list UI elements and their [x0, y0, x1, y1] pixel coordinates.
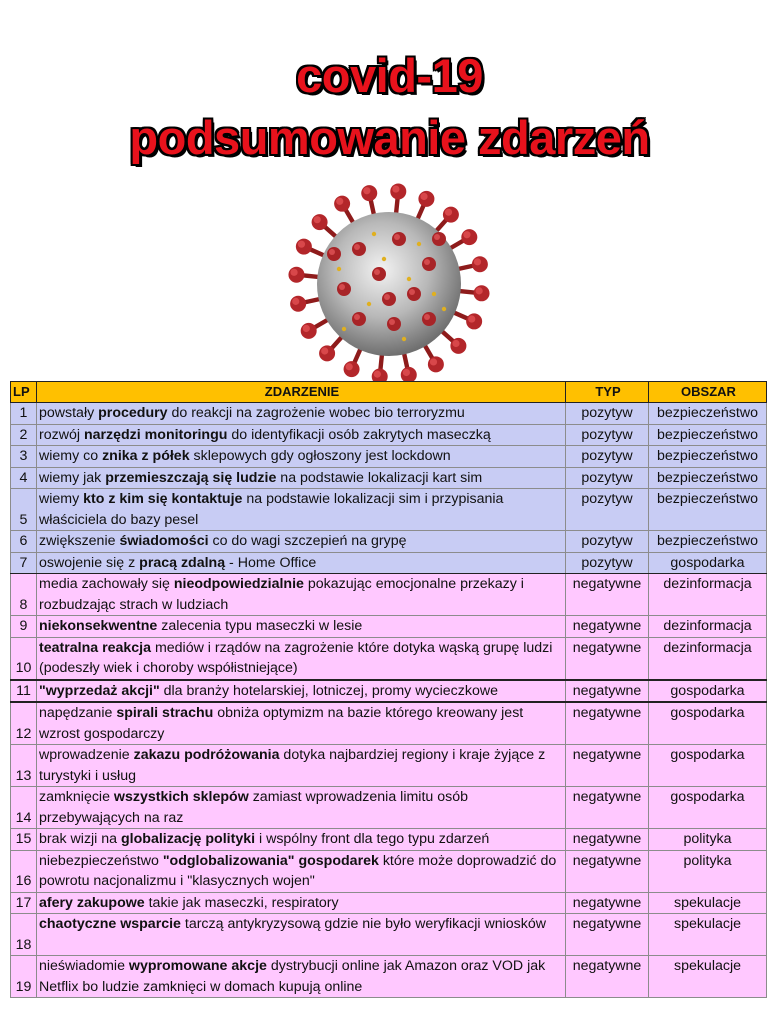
event-type: pozytyw: [566, 531, 649, 553]
event-keyword: narzędzi monitoringu: [83, 426, 228, 443]
event-text: - Home Office: [225, 554, 317, 571]
event-text: zalecenia typu maseczki w lesie: [157, 618, 363, 634]
event-description: [37, 787, 566, 829]
event-area: spekulacje: [649, 956, 767, 998]
event-text: dla branży hotelarskiej, lotniczej, promy wycieczkowe: [159, 682, 498, 699]
event-type: pozytyw: [566, 424, 649, 446]
table-row: [11, 403, 767, 425]
event-keyword: świadomości: [119, 533, 209, 549]
event-text: na podstawie lokalizacji kart sim: [276, 469, 483, 486]
event-description: [37, 892, 566, 914]
row-number: 16: [11, 850, 37, 892]
event-description: [37, 914, 566, 956]
event-keyword: pracą zdalną: [139, 554, 226, 571]
event-area: dezinformacja: [649, 616, 767, 638]
event-text: do reakcji na zagrożenie wobec bio terroryzmu: [167, 405, 465, 421]
event-description: [37, 403, 566, 425]
table-row: [11, 956, 767, 998]
row-number: 10: [11, 637, 37, 680]
table-row: [11, 829, 767, 851]
event-text: brak wizji na: [39, 831, 122, 847]
event-type: negatywne: [566, 637, 649, 680]
event-type: negatywne: [566, 616, 649, 638]
event-text: wiemy jak: [39, 469, 106, 486]
event-text: co do wagi szczepień na grypę: [208, 533, 407, 549]
table-row: [11, 914, 767, 956]
event-description: [37, 616, 566, 638]
table-header-row: [11, 382, 767, 403]
event-keyword: znika z półek: [102, 448, 190, 464]
event-keyword: "odglobalizowania" gospodarek: [162, 852, 379, 869]
row-number: 14: [11, 787, 37, 829]
row-number: 6: [11, 531, 37, 553]
title-line-1: covid-19: [296, 49, 483, 102]
event-type: negatywne: [566, 914, 649, 956]
event-text: obniża optymizm na bazie którego kreowany jest wzrost gospodarczy: [39, 705, 524, 742]
event-text: mediów i rządów na zagrożenie które dotyka wąską grupę ludzi (podeszły wiek i choroby współistniejące): [39, 639, 553, 676]
event-text: które może doprowadzić do powrotu nacjonalizmu i "klasycznych wojen": [39, 852, 557, 889]
event-area: bezpieczeństwo: [649, 467, 767, 489]
event-type: pozytyw: [566, 446, 649, 468]
event-type: negatywne: [566, 787, 649, 829]
event-type: negatywne: [566, 956, 649, 998]
event-text: napędzanie: [39, 705, 117, 721]
event-type: pozytyw: [566, 552, 649, 574]
table-row: [11, 680, 767, 703]
table-row: [11, 745, 767, 787]
event-text: tarczą antykryzysową gdzie nie było weryfikacji wniosków: [180, 916, 547, 932]
table-row: [11, 787, 767, 829]
event-text: oswojenie się z: [39, 554, 140, 571]
row-number: 11: [11, 680, 37, 703]
event-description: [37, 829, 566, 851]
table-row: [11, 467, 767, 489]
table-row: [11, 531, 767, 553]
event-keyword: chaotyczne wsparcie: [39, 916, 181, 932]
event-description: [37, 574, 566, 616]
row-number: 8: [11, 574, 37, 616]
event-type: negatywne: [566, 829, 649, 851]
event-text: wiemy co: [39, 448, 103, 464]
event-text: pokazując emocjonalne przekazy i rozbudzając strach w ludziach: [39, 576, 524, 613]
row-number: 12: [11, 702, 37, 745]
event-area: bezpieczeństwo: [649, 424, 767, 446]
table-row: [11, 574, 767, 616]
event-description: [37, 850, 566, 892]
event-text: niebezpieczeństwo: [39, 852, 163, 869]
event-type: negatywne: [566, 680, 649, 703]
event-keyword: teatralna reakcja: [39, 639, 151, 656]
event-text: sklepowych gdy ogłoszony jest lockdown: [189, 448, 451, 464]
event-text: media zachowały się: [39, 576, 174, 592]
event-type: pozytyw: [566, 403, 649, 425]
event-description: [37, 424, 566, 446]
event-text: takie jak maseczki, respiratory: [144, 894, 339, 911]
header-area: OBSZAR: [649, 382, 767, 403]
event-description: [37, 637, 566, 680]
event-keyword: "wyprzedaż akcji": [39, 682, 160, 699]
row-number: 1: [11, 403, 37, 425]
event-area: polityka: [649, 850, 767, 892]
table-row: [11, 616, 767, 638]
row-number: 4: [11, 467, 37, 489]
event-text: rozwój: [39, 426, 84, 443]
event-keyword: kto z kim się kontaktuje: [83, 491, 243, 507]
row-number: 5: [11, 489, 37, 531]
event-text: powstały: [39, 405, 99, 421]
event-description: [37, 446, 566, 468]
event-keyword: globalizację polityki: [121, 831, 256, 847]
row-number: 2: [11, 424, 37, 446]
header-event: ZDARZENIE: [37, 382, 566, 403]
event-text: zamknięcie: [39, 789, 114, 805]
event-area: polityka: [649, 829, 767, 851]
event-description: [37, 552, 566, 574]
event-area: bezpieczeństwo: [649, 446, 767, 468]
table-row: [11, 446, 767, 468]
header-lp: LP: [11, 382, 37, 403]
event-area: spekulacje: [649, 892, 767, 914]
row-number: 3: [11, 446, 37, 468]
event-area: gospodarka: [649, 745, 767, 787]
event-area: gospodarka: [649, 552, 767, 574]
event-area: gospodarka: [649, 787, 767, 829]
event-area: gospodarka: [649, 702, 767, 745]
event-text: zwiększenie: [39, 533, 120, 549]
table-row: [11, 424, 767, 446]
event-text: do identyfikacji osób zakrytych maseczką: [227, 426, 491, 443]
event-text: zamiast wprowadzenia limitu osób przebywających na raz: [39, 789, 468, 826]
event-description: [37, 531, 566, 553]
event-text: dotyka najbardziej regiony i kraje żyjące z turystyki i usług: [39, 747, 546, 784]
event-area: dezinformacja: [649, 637, 767, 680]
event-type: pozytyw: [566, 467, 649, 489]
event-description: [37, 680, 566, 703]
event-area: dezinformacja: [649, 574, 767, 616]
event-area: bezpieczeństwo: [649, 403, 767, 425]
event-keyword: niekonsekwentne: [39, 618, 158, 634]
row-number: 7: [11, 552, 37, 574]
event-type: negatywne: [566, 574, 649, 616]
event-type: negatywne: [566, 850, 649, 892]
coronavirus-illustration: [283, 181, 495, 386]
table-row: [11, 892, 767, 914]
row-number: 19: [11, 956, 37, 998]
table-row: [11, 850, 767, 892]
table-row: [11, 489, 767, 531]
table-row: [11, 702, 767, 745]
event-type: negatywne: [566, 702, 649, 745]
event-text: dystrybucji online jak Amazon oraz VOD jak Netflix bo ludzie zamknięci w domach kupują online: [39, 958, 546, 995]
event-description: [37, 956, 566, 998]
table-row: [11, 552, 767, 574]
events-table: [10, 381, 767, 998]
event-keyword: nieodpowiedzialnie: [173, 576, 304, 592]
row-number: 9: [11, 616, 37, 638]
header-type: TYP: [566, 382, 649, 403]
row-number: 15: [11, 829, 37, 851]
event-area: spekulacje: [649, 914, 767, 956]
event-description: [37, 467, 566, 489]
event-text: wprowadzenie: [39, 747, 134, 763]
event-type: pozytyw: [566, 489, 649, 531]
table-row: [11, 637, 767, 680]
event-keyword: afery zakupowe: [39, 894, 145, 911]
event-type: negatywne: [566, 892, 649, 914]
row-number: 13: [11, 745, 37, 787]
title-line-2: podsumowanie zdarzeń: [129, 111, 650, 164]
event-keyword: przemieszczają się ludzie: [105, 469, 277, 486]
event-keyword: wszystkich sklepów: [113, 789, 249, 805]
row-number: 18: [11, 914, 37, 956]
event-text: i wspólny front dla tego typu zdarzeń: [255, 831, 490, 847]
event-description: [37, 745, 566, 787]
event-text: wiemy: [39, 491, 84, 507]
event-area: bezpieczeństwo: [649, 531, 767, 553]
row-number: 17: [11, 892, 37, 914]
event-area: bezpieczeństwo: [649, 489, 767, 531]
event-keyword: wypromowane akcje: [128, 958, 267, 974]
event-keyword: spirali strachu: [116, 705, 214, 721]
event-description: [37, 702, 566, 745]
event-text: nieświadomie: [39, 958, 129, 974]
event-keyword: procedury: [98, 405, 168, 421]
event-type: negatywne: [566, 745, 649, 787]
event-text: na podstawie lokalizacji sim i przypisania właściciela do bazy pesel: [39, 491, 504, 528]
event-description: [37, 489, 566, 531]
event-area: gospodarka: [649, 680, 767, 703]
event-keyword: zakazu podróżowania: [133, 747, 280, 763]
